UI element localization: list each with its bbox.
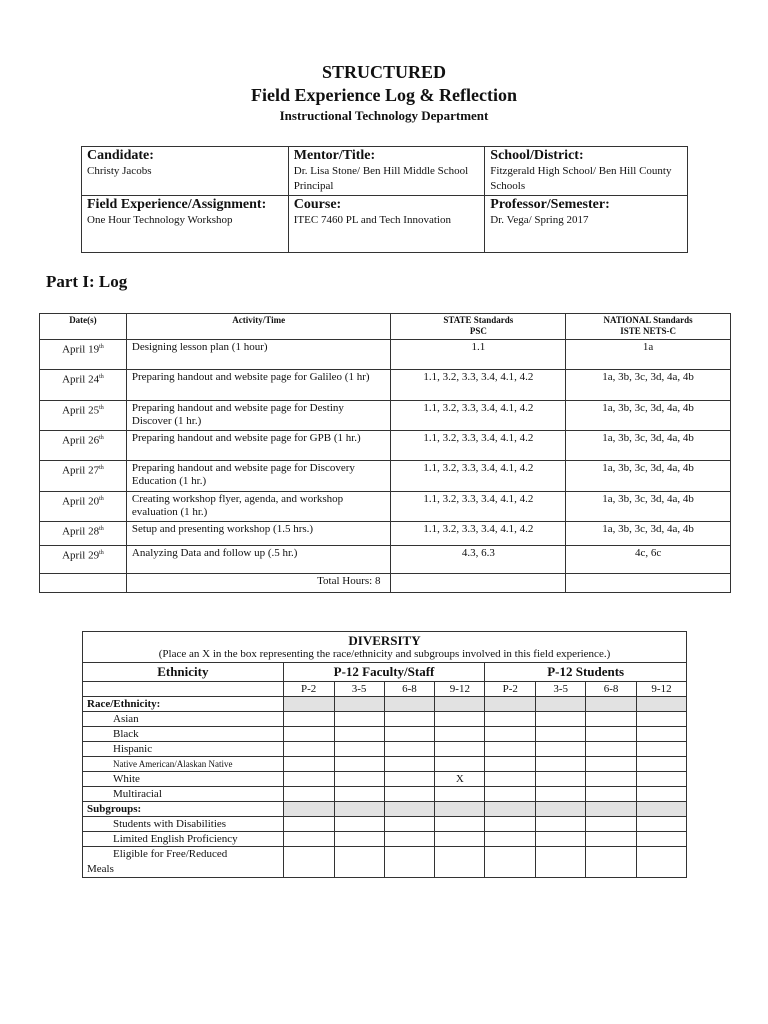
log-total-row [40, 574, 731, 593]
grade-header: 9-12 [435, 682, 485, 697]
national-header-line2: ISTE NETS-C [620, 326, 676, 336]
log-date: April 29th [40, 546, 127, 574]
candidate-cell [82, 147, 289, 196]
race-row [83, 727, 687, 742]
log-activity: Analyzing Data and follow up (.5 hr.) [126, 546, 391, 574]
log-activity: Preparing handout and website page for Galileo (1 hr) [126, 370, 391, 401]
log-state: 1.1, 3.2, 3.3, 3.4, 4.1, 4.2 [391, 401, 566, 431]
log-row [40, 461, 731, 492]
log-national: 1a, 3b, 3c, 3d, 4a, 4b [566, 401, 731, 431]
school-label: School/District: [490, 148, 584, 163]
diversity-instructions: (Place an X in the box representing the race/ethnicity and subgroups involved in this field experience.) [158, 648, 611, 660]
mentor-cell [288, 147, 485, 196]
grade-header: 3-5 [334, 682, 384, 697]
grade-header: 9-12 [637, 682, 687, 697]
log-date: April 27th [40, 461, 127, 492]
log-activity: Designing lesson plan (1 hour) [126, 340, 391, 370]
faculty-header: P-12 Faculty/Staff [283, 663, 485, 682]
log-row [40, 401, 731, 431]
log-date: April 20th [40, 492, 127, 522]
national-header-line1: NATIONAL Standards [603, 315, 693, 325]
log-header-date: Date(s) [40, 314, 127, 340]
log-row [40, 370, 731, 401]
log-national: 1a, 3b, 3c, 3d, 4a, 4b [566, 522, 731, 546]
mentor-label: Mentor/Title: [293, 148, 376, 163]
log-state: 1.1, 3.2, 3.3, 3.4, 4.1, 4.2 [391, 522, 566, 546]
log-row [40, 492, 731, 522]
state-header-line2: PSC [469, 326, 487, 336]
race-row [83, 757, 687, 772]
race-name: Multiracial [83, 787, 284, 802]
professor-cell [485, 196, 688, 253]
log-row [40, 431, 731, 461]
log-state: 1.1, 3.2, 3.3, 3.4, 4.1, 4.2 [391, 492, 566, 522]
grade-header: P-2 [485, 682, 536, 697]
title-structured: STRUCTURED [321, 62, 447, 82]
part-1-heading: Part I: Log [46, 272, 128, 291]
log-national: 1a, 3b, 3c, 3d, 4a, 4b [566, 370, 731, 401]
log-row [40, 522, 731, 546]
log-state: 4.3, 6.3 [391, 546, 566, 574]
log-state: 1.1, 3.2, 3.3, 3.4, 4.1, 4.2 [391, 461, 566, 492]
diversity-title: DIVERSITY [348, 633, 421, 648]
log-date: April 19th [40, 340, 127, 370]
race-row [83, 787, 687, 802]
race-row [83, 772, 687, 787]
subgroup-name: Students with Disabilities [83, 817, 284, 832]
course-cell [288, 196, 485, 253]
log-date: April 28th [40, 522, 127, 546]
log-state: 1.1 [391, 340, 566, 370]
log-national: 1a, 3b, 3c, 3d, 4a, 4b [566, 431, 731, 461]
selected-mark: X [435, 772, 485, 787]
total-hours: Total Hours: 8 [126, 574, 391, 593]
log-national: 1a, 3b, 3c, 3d, 4a, 4b [566, 492, 731, 522]
race-ethnicity-label: Race/Ethnicity: [83, 697, 284, 712]
log-date: April 25th [40, 401, 127, 431]
log-national: 1a [566, 340, 731, 370]
race-name: Native American/Alaskan Native [83, 757, 284, 772]
candidate-value: Christy Jacobs [87, 165, 152, 177]
race-name: Asian [83, 712, 284, 727]
subgroups-label: Subgroups: [83, 802, 284, 817]
assignment-label: Field Experience/Assignment: [87, 197, 267, 212]
subgroup-name: Eligible for Free/Reduced Meals [83, 847, 284, 878]
diversity-table [82, 631, 687, 878]
log-row [40, 546, 731, 574]
title-field-experience: Field Experience Log & Reflection [251, 85, 517, 105]
log-row [40, 340, 731, 370]
subgroup-row [83, 832, 687, 847]
course-label: Course: [293, 197, 342, 212]
race-row [83, 712, 687, 727]
log-activity: Preparing handout and website page for Discovery Education (1 hr.) [126, 461, 391, 492]
professor-label: Professor/Semester: [490, 197, 610, 212]
info-table [81, 146, 688, 253]
candidate-label: Candidate: [87, 148, 154, 163]
log-activity: Preparing handout and website page for GPB (1 hr.) [126, 431, 391, 461]
log-state: 1.1, 3.2, 3.3, 3.4, 4.1, 4.2 [391, 370, 566, 401]
grade-header: P-2 [283, 682, 334, 697]
log-activity: Setup and presenting workshop (1.5 hrs.) [126, 522, 391, 546]
log-header-national [566, 314, 731, 340]
subgroup-row [83, 847, 687, 878]
grade-header: 6-8 [586, 682, 637, 697]
log-header-activity: Activity/Time [126, 314, 391, 340]
students-header: P-12 Students [485, 663, 687, 682]
school-value: Fitzgerald High School/ Ben Hill County Schools [490, 165, 672, 192]
grade-header: 6-8 [384, 682, 435, 697]
log-header-state [391, 314, 566, 340]
log-table [39, 313, 731, 593]
log-state: 1.1, 3.2, 3.3, 3.4, 4.1, 4.2 [391, 431, 566, 461]
grade-header: 3-5 [536, 682, 586, 697]
subgroup-name: Limited English Proficiency [83, 832, 284, 847]
ethnicity-header: Ethnicity [83, 663, 284, 682]
log-activity: Preparing handout and website page for Destiny Discover (1 hr.) [126, 401, 391, 431]
department-title: Instructional Technology Department [279, 108, 489, 123]
diversity-header [83, 632, 687, 663]
log-date: April 26th [40, 431, 127, 461]
race-name: White [83, 772, 284, 787]
assignment-value: One Hour Technology Workshop [87, 214, 233, 226]
professor-value: Dr. Vega/ Spring 2017 [490, 214, 589, 226]
race-name: Black [83, 727, 284, 742]
assignment-cell [82, 196, 289, 253]
log-national: 4c, 6c [566, 546, 731, 574]
mentor-value: Dr. Lisa Stone/ Ben Hill Middle School Principal [293, 165, 469, 192]
subgroup-row [83, 817, 687, 832]
race-name: Hispanic [83, 742, 284, 757]
school-cell [485, 147, 688, 196]
course-value: ITEC 7460 PL and Tech Innovation [293, 214, 451, 226]
state-header-line1: STATE Standards [443, 315, 514, 325]
log-date: April 24th [40, 370, 127, 401]
log-activity: Creating workshop flyer, agenda, and workshop evaluation (1 hr.) [126, 492, 391, 522]
log-national: 1a, 3b, 3c, 3d, 4a, 4b [566, 461, 731, 492]
race-row [83, 742, 687, 757]
